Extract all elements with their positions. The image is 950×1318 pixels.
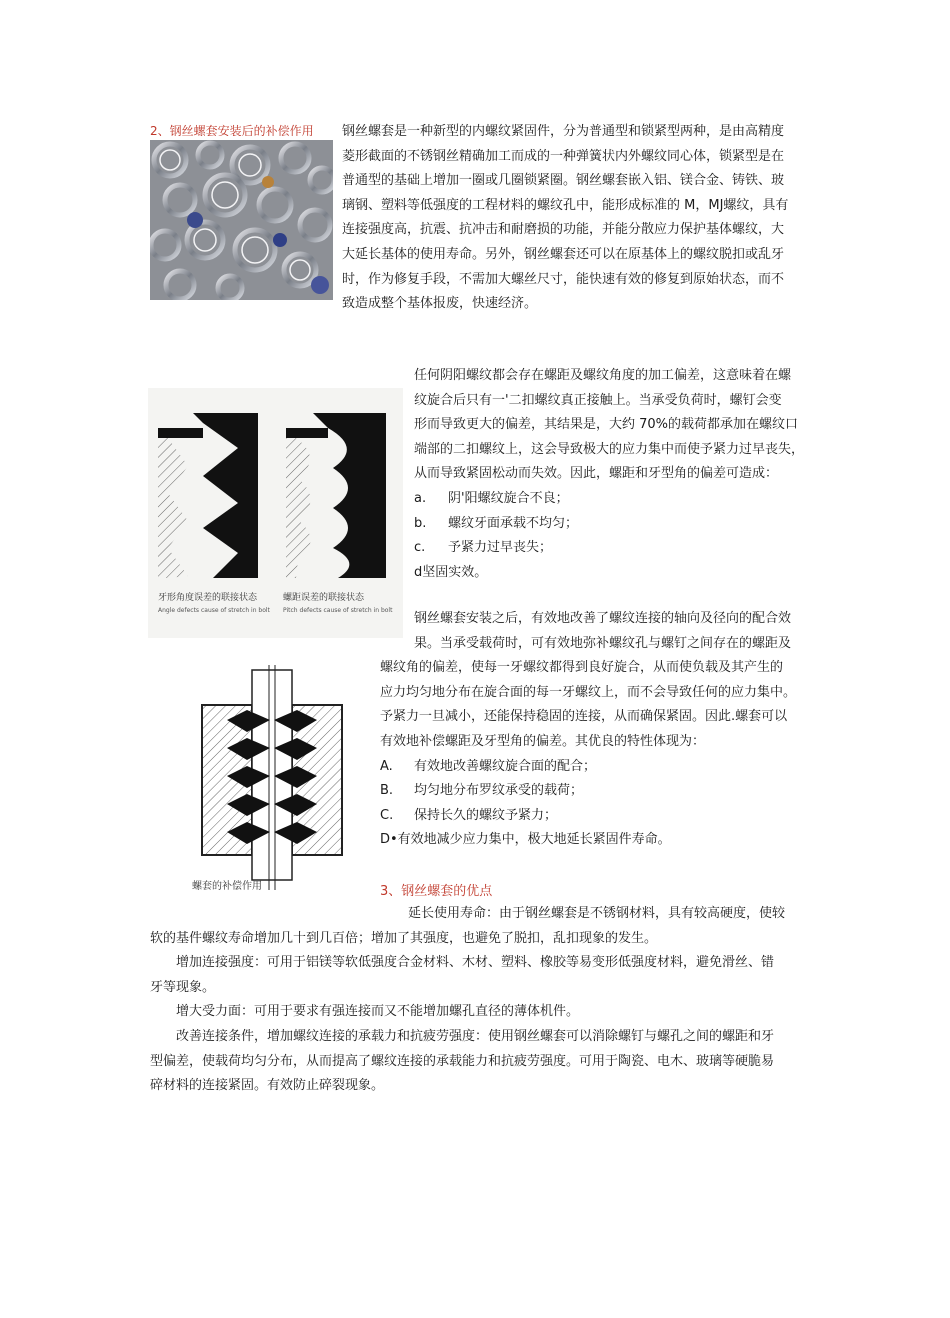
list-marker: a. xyxy=(414,490,427,506)
text-line: 连接强度高，抗震、抗冲击和耐磨损的功能，并能分散应力保护基体螺纹，大 xyxy=(342,222,785,238)
caption-left-en: Angle defects cause of stretch in bolt xyxy=(158,607,270,614)
list-text: 阴'阳螺纹旋合不良； xyxy=(448,490,569,506)
list-text: D•有效地减少应力集中，极大地延长紧固件寿命。 xyxy=(380,832,671,848)
list-marker: B. xyxy=(380,783,394,799)
list-text: 均匀地分布罗纹承受的载荷； xyxy=(414,783,584,799)
text-line: 致造成整个基体报废，快速经济。 xyxy=(342,296,538,312)
text-line: 型偏差，使载荷均匀分布，从而提高了螺纹连接的承载能力和抗疲劳强度。可用于陶瓷、电木、玻璃等硬脆易 xyxy=(150,1053,775,1069)
list-text: 螺纹牙面承载不均匀； xyxy=(448,515,579,531)
compensation-figure xyxy=(172,660,372,896)
list-marker: C. xyxy=(380,807,394,823)
intro-paragraph xyxy=(342,120,822,317)
text-line: 软的基件螺纹寿命增加几十到几百倍；增加了其强度，也避免了脱扣，乱扣现象的发生。 xyxy=(150,930,658,946)
figure-caption: 螺套的补偿作用 xyxy=(192,881,262,892)
advantages-block xyxy=(150,902,820,1099)
text-line: 从而导致紧固松动而失效。因此，螺距和牙型角的偏差可造成： xyxy=(414,466,779,482)
text-line: 菱形截面的不锈钢丝精确加工而成的一种弹簧状内外螺纹同心体，锁紧型是在 xyxy=(342,148,785,164)
list-item xyxy=(380,779,830,804)
text-line: 改善连接条件，增加螺纹连接的承载力和抗疲劳强度：使用钢丝螺套可以消除螺钉与螺孔之间的螺距和牙 xyxy=(176,1028,775,1044)
text-line: 牙等现象。 xyxy=(150,979,216,995)
text-line: 形而导致更大的偏差，其结果是，大约 70%的载荷都承加在螺纹口 xyxy=(414,417,799,433)
text-line: 延长使用寿命：由于钢丝螺套是不锈钢材料，具有较高硬度，使较 xyxy=(408,906,786,921)
text-line: 任何阴阳螺纹都会存在螺距及螺纹角度的加工偏差，这意味着在螺 xyxy=(414,368,792,383)
list-item xyxy=(414,512,824,537)
list-item xyxy=(414,561,824,586)
text-line: 碎材料的连接紧固。有效防止碎裂现象。 xyxy=(150,1078,385,1094)
text-line: 螺纹角的偏差，使每一牙螺纹都得到良好旋合，从而使负载及其产生的 xyxy=(380,660,784,676)
caption-right-cn: 螺距误差的联接状态 xyxy=(283,593,365,603)
text-line: 时，作为修复手段，不需加大螺丝尺寸，能快速有效的修复到原始状态，而不 xyxy=(342,271,785,287)
caption-left-cn: 牙形角度误差的联接状态 xyxy=(158,593,258,603)
text-line: 钢丝螺套是一种新型的内螺纹紧固件，分为普通型和锁紧型两种，是由高精度 xyxy=(342,124,785,139)
text-line: 予紧力一旦减小，还能保持稳固的连接，从而确保紧固。因此.螺套可以 xyxy=(380,709,788,725)
list-text: 予紧力过早丧失； xyxy=(448,540,553,556)
list-text: d坚固实效。 xyxy=(414,564,488,580)
list-marker: c. xyxy=(414,540,426,556)
text-line: 应力均匀地分布在旋合面的每一牙螺纹上，而不会导致任何的应力集中。 xyxy=(380,684,797,700)
caption-right-en: Pitch defects cause of stretch in bolt xyxy=(283,607,393,614)
list-item xyxy=(414,487,824,512)
text-line: 增加连接强度：可用于铝镁等软低强度合金材料、木材、塑料、橡胶等易变形低强度材料，避免滑丝、错 xyxy=(176,955,775,971)
list-marker: b. xyxy=(414,515,427,531)
text-line: 增大受力面：可用于要求有强连接而又不能增加螺孔直径的薄体机件。 xyxy=(176,1004,580,1020)
list-item xyxy=(380,804,830,829)
text-line: 璃钢、塑料等低强度的工程材料的螺纹孔中，能形成标准的 M，MJ螺纹，具有 xyxy=(342,197,789,213)
text-line: 大延长基体的使用寿命。另外，钢丝螺套还可以在原基体上的螺纹脱扣或乱牙 xyxy=(342,246,785,262)
list-item xyxy=(380,828,830,853)
list-marker: A. xyxy=(380,758,393,774)
text-line: 纹旋合后只有一'二扣螺纹真正接触上。当承受负荷时，螺钉会变 xyxy=(414,392,782,408)
deviation-paragraph xyxy=(414,364,824,585)
compensation-paragraph xyxy=(380,607,830,853)
text-line: 钢丝螺套安装之后，有效地改善了螺纹连接的轴向及径向的配合效 xyxy=(414,611,792,626)
list-item xyxy=(380,755,830,780)
text-line: 果。当承受载荷时，可有效地弥补螺纹孔与螺钉之间存在的螺距及 xyxy=(414,635,792,651)
list-text: 保持长久的螺纹予紧力； xyxy=(414,807,558,823)
section-heading: 3、钢丝螺套的优点 xyxy=(380,884,493,899)
thread-deviation-figure xyxy=(148,388,403,638)
overlap-caption: 2、钢丝螺套安装后的补偿作用 xyxy=(150,124,314,136)
wire-inserts-photo xyxy=(150,140,333,300)
text-line: 端部的二扣螺纹上，这会导致极大的应力集中而使予紧力过早丧失， xyxy=(414,441,805,457)
list-item xyxy=(414,536,824,561)
text-line: 普通型的基础上增加一圈或几圈锁紧圈。钢丝螺套嵌入铝、镁合金、铸铁、玻 xyxy=(342,173,785,189)
text-line: 有效地补偿螺距及牙型角的偏差。其优良的特性体现为： xyxy=(380,733,706,749)
list-text: 有效地改善螺纹旋合面的配合； xyxy=(414,758,597,774)
